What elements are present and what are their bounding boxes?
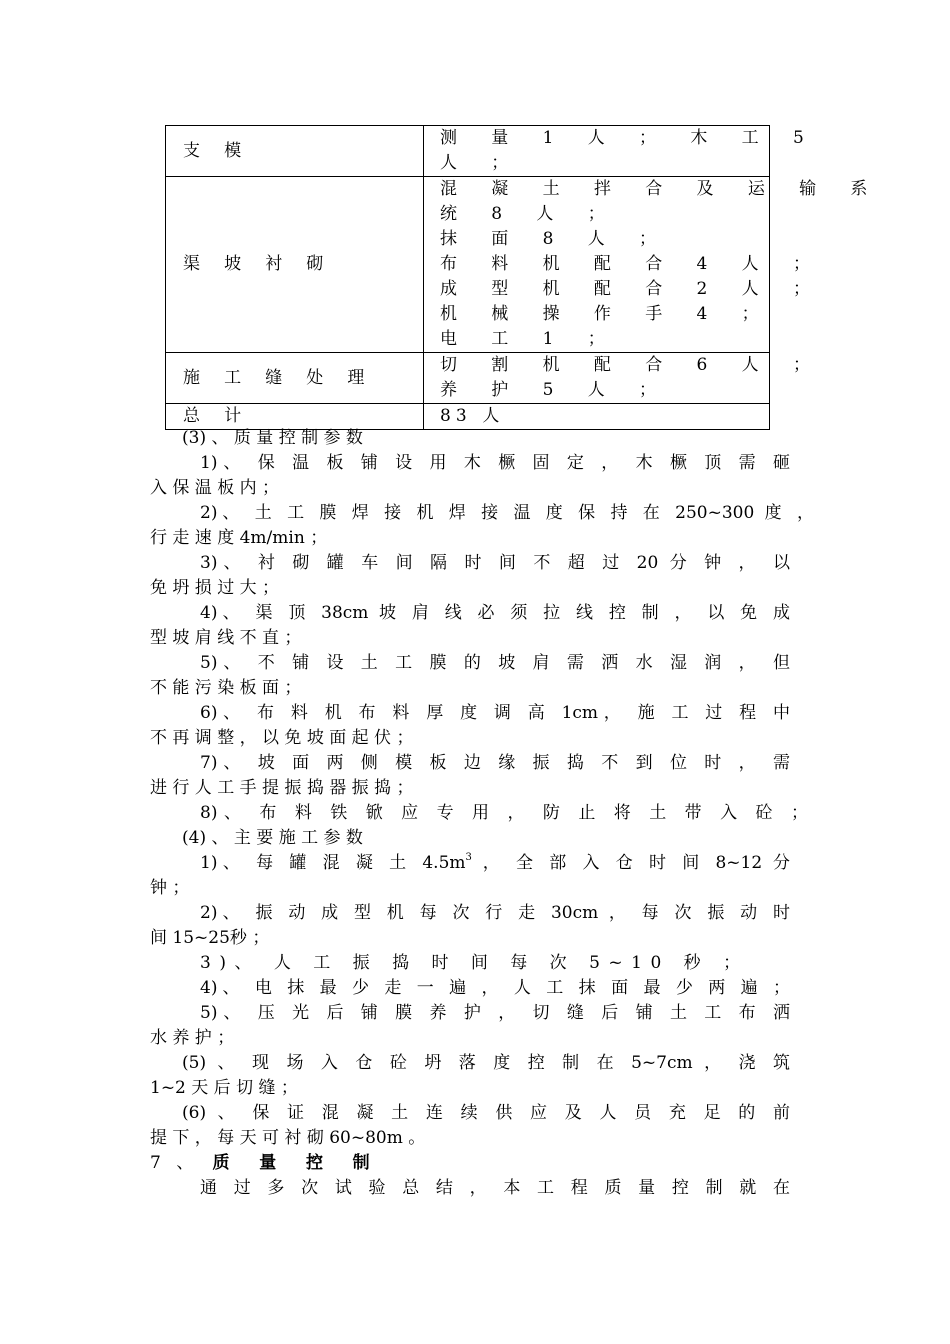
section-heading: (4) 、 主 要 施 工 参 数 [182,828,363,848]
table-cell-task: 施 工 缝 处 理 [166,353,424,404]
text-fragment: ， 全 部 入 仓 时 间 8~12 分 [482,853,790,873]
paragraph-line: 不 能 污 染 板 面 ； [150,678,302,698]
paragraph-line: 1)、 保 温 板 铺 设 用 木 橛 固 定 ， 木 橛 顶 需 砸 [200,453,790,473]
section-title: 质 量 控 制 [212,1153,382,1173]
table-cell-task: 总 计 [166,404,424,430]
superscript: 3 [465,852,472,863]
table-row [166,177,770,353]
staff-line: 布 料 机 配 合 4 人 ； [440,254,825,274]
staff-line: 抹 面 8 人 ； [440,229,671,249]
staff-line: 切 割 机 配 合 6 人 ； [440,355,825,375]
paragraph-line: 4)、 渠 顶 38cm 坡 肩 线 必 须 拉 线 控 制 ， 以 免 成 [200,603,790,623]
table-cell-task: 渠 坡 衬 砌 [166,177,424,353]
paragraph-line: 2)、 振 动 成 型 机 每 次 行 走 30cm ， 每 次 振 动 时 [200,903,790,923]
paragraph-line: 不 再 调 整 ， 以 免 坡 面 起 伏 ； [150,728,414,748]
paragraph-line: 6)、 布 料 机 布 料 厚 度 调 高 1cm， 施 工 过 程 中 [200,703,790,723]
paragraph-line: 进 行 人 工 手 提 振 捣 器 振 捣 ； [150,778,414,798]
staff-line: 83 人 [440,406,505,426]
staff-line: 机 械 操 作 手 4 ； [440,304,774,324]
paragraph-line: 钟 ； [150,878,190,898]
table-cell-staff [424,126,819,177]
section-heading: (3) 、 质 量 控 制 参 数 [182,428,363,448]
paragraph-line: 5)、 不 铺 设 土 工 膜 的 坡 肩 需 洒 水 湿 润 ， 但 [200,653,790,673]
paragraph-line: 5)、 压 光 后 铺 膜 养 护 ， 切 缝 后 铺 土 工 布 洒 [200,1003,790,1023]
paragraph-line: 水 养 护 ； [150,1028,235,1048]
table-cell-staff [424,353,825,404]
paragraph-line: 1~2 天 后 切 缝 ； [150,1078,298,1098]
paragraph-line: 通 过 多 次 试 验 总 结 ， 本 工 程 质 量 控 制 就 在 [200,1178,790,1198]
section-number: 7 、 [150,1153,199,1173]
paragraph-line: 提 下 ， 每 天 可 衬 砌 60~80m 。 [150,1128,426,1148]
staff-line: 养 护 5 人 ； [440,380,671,400]
paragraph-line: 3)、 人 工 振 捣 时 间 每 次 5~10 秒 ； [200,953,749,973]
paragraph-line: 7)、 坡 面 两 侧 模 板 边 缘 振 捣 不 到 位 时 ， 需 [200,753,790,773]
paragraph-line: 3)、 衬 砌 罐 车 间 隔 时 间 不 超 过 20 分 钟 ， 以 [200,553,790,573]
staff-line: 统 8 人 ； [440,204,620,224]
paragraph-line: (6) 、 保 证 混 凝 土 连 续 供 应 及 人 员 充 足 的 前 [182,1103,790,1123]
paragraph-line: 入 保 温 板 内 ； [150,478,280,498]
paragraph-line: 2)、 土 工 膜 焊 接 机 焊 接 温 度 保 持 在 250~300 度 ， [200,503,814,523]
table-row [166,126,770,177]
staffing-table [165,125,882,430]
table-row [166,353,770,404]
document-body [150,426,814,1201]
staff-line: 混 凝 土 拌 合 及 运 输 系 [440,179,882,199]
paragraph-line: 型 坡 肩 线 不 直 ； [150,628,302,648]
paragraph-line: 间 15~25秒 ； [150,928,270,948]
staff-line: 人 ； [440,153,523,173]
section-7-heading [150,1151,790,1176]
table-cell-task: 支 模 [166,126,424,177]
paragraph-line: 免 坍 损 过 大 ； [150,578,280,598]
paragraph-line: (5) 、 现 场 入 仓 砼 坍 落 度 控 制 在 5~7cm ， 浇 筑 [182,1053,790,1073]
staff-line: 测 量 1 人 ； 木 工 5 [440,128,819,148]
text-fragment: 1)、 每 罐 混 凝 土 4.5m [200,853,466,873]
paragraph-line [150,851,790,876]
paragraph-line: 8)、 布 料 铁 锨 应 专 用 ， 防 止 将 土 带 入 砼 ； [200,803,808,823]
paragraph-line: 4)、 电 抹 最 少 走 一 遍 ， 人 工 抹 面 最 少 两 遍 ； [200,978,790,998]
staff-line: 成 型 机 配 合 2 人 ； [440,279,825,299]
staff-line: 电 工 1 ； [440,329,620,349]
table-cell-staff [424,177,882,353]
paragraph-line: 行 走 速 度 4m/min ； [150,528,328,548]
